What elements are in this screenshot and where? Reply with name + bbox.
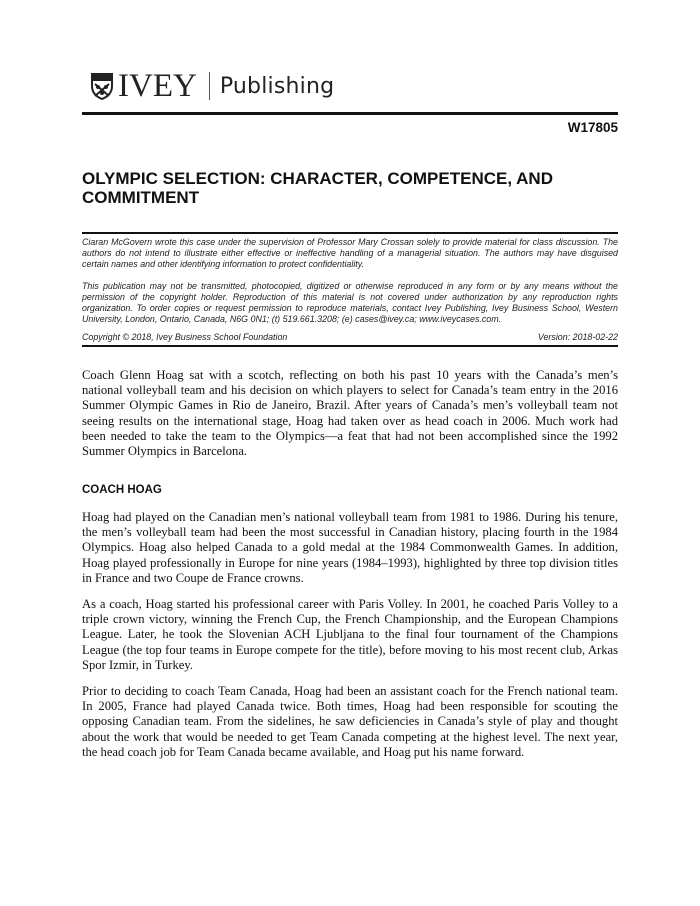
body-paragraph: Prior to deciding to coach Team Canada, Hoag had been an assistant coach for the French national team. In 2005, France had played Canada twice. Both times, Hoag had been responsible for scouting the opposing Canadian team. From the sidelines, he saw deficiencies in Canada’s style of play and thought about the work that would be needed to get Team Canada competing at the highest level. The next year, the head coach job for Team Canada became available, and Hoag put his name forward. [82,684,618,759]
body-paragraph: Hoag had played on the Canadian men’s national volleyball team from 1981 to 1986. During his tenure, the men’s volleyball team had been the most successful in Canadian history, placing fourth in the 1984 Olympics. Hoag also helped Canada to a gold medal at the 1984 Commonwealth Games. In addition, Hoag played professionally in Europe for nine years (1984–1993), highlighted by three top division titles in France and two Coupe de France crowns. [82,510,618,585]
ivey-crest-icon [90,72,114,100]
publisher-name: Publishing [219,73,335,99]
header-rule [82,112,618,115]
body-paragraph: As a coach, Hoag started his professional career with Paris Volley. In 2001, he coached Paris Volley to a triple crown victory, winning the French Cup, the French Championship, and the European Champions League. Later, he took the Slovenian ACH Ljubljana to the final four tournament of the Champions League (the top four teams in Europe compete for the title), before moving to his most recent club, Arkas Spor Izmir, in Turkey. [82,597,618,672]
ivey-wordmark: IVEY [118,67,197,104]
copyright-notice: This publication may not be transmitted, photocopied, digitized or otherwise reproduced in any form or by any means without the permission of the copyright holder. Reproduction of this material is not covered under authorization by any reproduction rights organization. To order copies or request permission to reproduce materials, contact Ivey Publishing, Ivey Business School, Western University, London, Ontario, Canada, N6G 0N1; (t) 519.661.3208; (e) cases@ivey.ca; www.iveycases.com. [82,281,618,324]
version-text: Version: 2018-02-22 [537,332,618,342]
copyright-text: Copyright © 2018, Ivey Business School Foundation [82,332,288,342]
notice-top-rule [82,232,618,234]
intro-paragraph: Coach Glenn Hoag sat with a scotch, reflecting on both his past 10 years with the Canada’s men’s national volleyball team and his decision on which players to select for Canada’s team entry in the 2016 Summer Olympic Games in Rio de Janeiro, Brazil. After years of Canada’s men’s volleyball team not seeing results on the international stage, Hoag had taken over as head coach in 2006. Much work had been needed to take the team to the Olympics—a feat that had not been accomplished since the 1992 Summer Olympics in Barcelona. [82,368,618,459]
notice-bottom-rule [82,345,618,347]
logo-divider [209,72,210,100]
case-number: W17805 [567,120,618,135]
ivey-publishing-logo [90,66,334,106]
section-heading: COACH HOAG [82,484,162,496]
authorship-note: Ciaran McGovern wrote this case under the supervision of Professor Mary Crossan solely to provide material for class discussion. The authors do not intend to illustrate either effective or ineffective handling of a managerial situation. The authors may have disguised certain names and other identifying information to protect confidentiality. [82,237,618,269]
case-title: OLYMPIC SELECTION: CHARACTER, COMPETENCE, AND COMMITMENT [82,169,553,207]
copyright-row [82,332,618,343]
